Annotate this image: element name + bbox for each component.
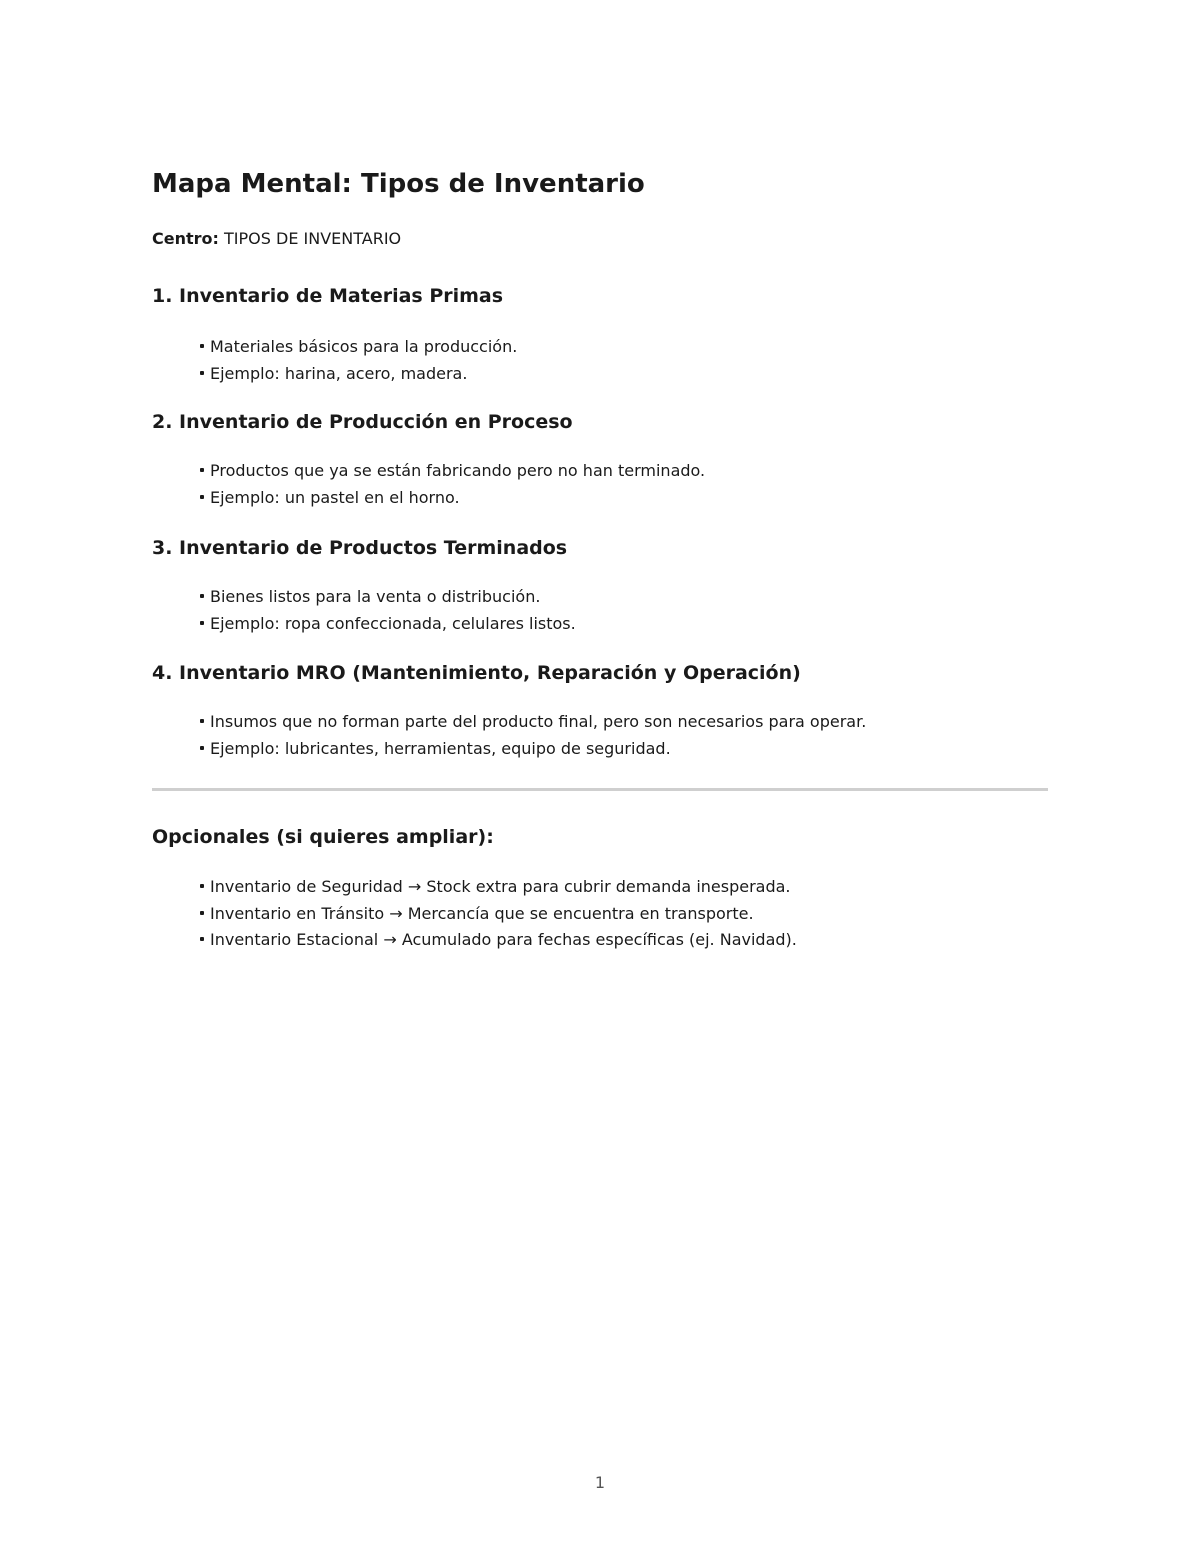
section-list-produccion-proceso [200, 458, 705, 511]
bullet-icon [200, 371, 204, 375]
list-item: Inventario de Seguridad → Stock extra para cubrir demanda inesperada. [200, 874, 797, 901]
list-item: Bienes listos para la venta o distribución. [200, 584, 576, 611]
centro-value: TIPOS DE INVENTARIO [224, 229, 402, 248]
section-heading-produccion-proceso: 2. Inventario de Producción en Proceso [152, 411, 573, 433]
page-number: 1 [594, 1473, 606, 1492]
bullet-icon [200, 621, 204, 625]
section-list-productos-terminados [200, 584, 576, 637]
centro-line [152, 228, 401, 250]
page-title: Mapa Mental: Tipos de Inventario [152, 169, 645, 199]
list-item: Ejemplo: harina, acero, madera. [200, 361, 517, 388]
bullet-icon [200, 344, 204, 348]
list-item: Ejemplo: ropa confeccionada, celulares listos. [200, 611, 576, 638]
bullet-icon [200, 495, 204, 499]
list-item: Inventario en Tránsito → Mercancía que se encuentra en transporte. [200, 901, 797, 928]
bullet-icon [200, 937, 204, 941]
bullet-icon [200, 468, 204, 472]
bullet-icon [200, 884, 204, 888]
bullet-icon [200, 746, 204, 750]
horizontal-divider [152, 788, 1048, 791]
section-list-mro [200, 709, 866, 762]
bullet-icon [200, 594, 204, 598]
list-item: Ejemplo: un pastel en el horno. [200, 485, 705, 512]
section-heading-opcionales: Opcionales (si quieres ampliar): [152, 826, 494, 848]
list-item: Inventario Estacional → Acumulado para fechas específicas (ej. Navidad). [200, 927, 797, 954]
section-heading-mro: 4. Inventario MRO (Mantenimiento, Reparación y Operación) [152, 662, 801, 684]
section-heading-materias-primas: 1. Inventario de Materias Primas [152, 285, 504, 307]
bullet-icon [200, 911, 204, 915]
list-item: Ejemplo: lubricantes, herramientas, equipo de seguridad. [200, 736, 866, 763]
document-page [152, 0, 1048, 1553]
section-heading-productos-terminados: 3. Inventario de Productos Terminados [152, 537, 568, 559]
centro-label: Centro: [152, 229, 219, 248]
section-list-materias-primas [200, 334, 517, 387]
section-list-opcionales [200, 874, 797, 954]
list-item: Insumos que no forman parte del producto final, pero son necesarios para operar. [200, 709, 866, 736]
list-item: Materiales básicos para la producción. [200, 334, 517, 361]
bullet-icon [200, 719, 204, 723]
list-item: Productos que ya se están fabricando pero no han terminado. [200, 458, 705, 485]
